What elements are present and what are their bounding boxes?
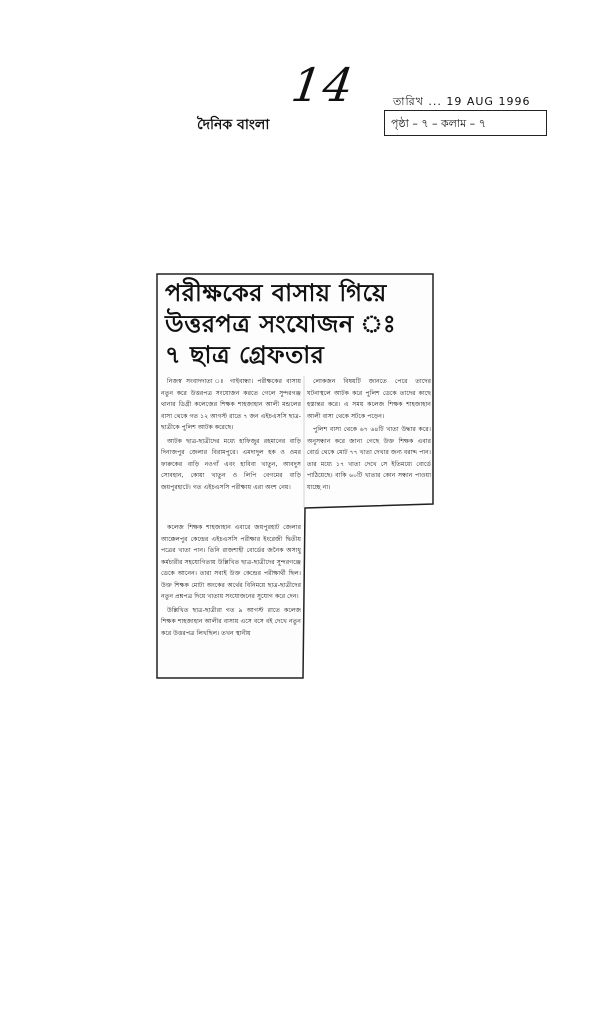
headline [165, 278, 433, 371]
newspaper-clipping [155, 272, 435, 680]
newspaper-name: দৈনিক বাংলা [197, 117, 270, 133]
page-column-stamp: পৃষ্ঠা – ৭ – কলাম – ৭ [384, 110, 547, 136]
article-paragraph: পুলিশ বাসা থেকে ৬৭ ৬৪টি খাতা উদ্ধার করে। অনুসন্ধান করে জানা গেছে উক্ত শিক্ষক এবার বোর্ড থেকে মোট ৭৭ খাতা দেখার জন্য বরাদ্দ পান। তার মধ্যে ১৭ খাতা দেখে সে ইতিমধ্যে বোর্ডে পাঠিয়েছে। বাকি ৬০টি খাতার কোন সন্ধান পাওয়া যাচ্ছে না। [307, 426, 431, 491]
article-paragraph: উল্লিখিত ছাত্র-ছাত্রীরা গত ৯ আগস্ট রাতে কলেজ শিক্ষক শাহজাহান আলীর বাসায় এসে বসে বই দেখে নতুন করে উত্তরপত্র লিখছিল। তখন স্থানীয় [161, 606, 301, 637]
article-paragraph: নিজস্ব সংবাদদাতা ঃ গাইবান্ধা। পরীক্ষকের বাসায় নতুন করে উত্তরপত্র সংযোজন করতে গেলে সুন্দরগঞ্জ থানার ডিগ্রী কলেজের শিক্ষক শাহজাহান আলী মন্ডলের বাসা থেকে গত ১২ আগস্ট রাতে ৭ জন এইচএসসি ছাত্র-ছাত্রীকে পুলিশ আটক করেছে। [161, 378, 301, 431]
article-column-left [161, 376, 301, 495]
date-label: তারিখ [393, 95, 424, 108]
headline-line-2: উত্তরপত্র সংযোজন ঃ [165, 310, 397, 338]
article-column-bottom [161, 522, 301, 641]
page-label: পৃষ্ঠা [391, 117, 409, 130]
article-paragraph: আটক ছাত্র-ছাত্রীদের মধ্যে হাফিজুর রহমানের বাড়ি দিনাজপুর জেলার বিরামপুরে। এমদাদুল হক ও ওমর ফারুকের বাড়ি নওগাঁ এবং হাবিবা খাতুন, আবদুস সোবহান, কোয়া খাতুন ও লিপি বেগমের বাড়ি জয়পুরহাটে। গত এইচএসসি পরীক্ষায় এরা অংশ নেয়। [161, 437, 301, 491]
page-value: ৭ [421, 117, 429, 130]
date-value: 19 AUG 1996 [446, 95, 531, 108]
headline-line-1: পরীক্ষকের বাসায় গিয়ে [165, 279, 387, 307]
article-column-right [307, 376, 431, 495]
date-stamp: তারিখ ... 19 AUG 1996 [393, 95, 531, 108]
column-value: ৭ [478, 117, 486, 130]
article-paragraph: লোকজন বিষয়টি জানতে পেরে তাদের ঘটনাস্থলে আটক করে পুলিশ ডেকে তাদের কাছে হস্তান্তর করে। এ সময় কলেজ শিক্ষক শাহজাহান আলী বাসা থেকে সটকে পড়েন। [307, 378, 431, 420]
handwritten-page-number: 14 [288, 58, 359, 112]
article-paragraph: কলেজ শিক্ষক শাহজাহান এবারে জয়পুরহাট জেলার আক্কেলপুর কেন্দ্রের এইচএসসি পরীক্ষার ইংরেজী দ্বিতীয় পত্রের খাতা পান। তিনি রাজশাহী বোর্ডের জনৈক অসাধু কর্মচারীর সহযোগিতায় উল্লিখিত ছাত্র-ছাত্রীদের সুন্দরগঞ্জে ডেকে আনেন। তারা সবাই উক্ত কেন্দ্রের পরীক্ষার্থী ছিল। উক্ত শিক্ষক মোটা অংকের অর্থের বিনিময়ে ছাত্র-ছাত্রীদের নতুন প্রশ্নপত্র দিয়ে খাতায় সংযোজনের সুযোগ করে দেন। [161, 524, 301, 600]
headline-line-3: ৭ ছাত্র গ্রেফতার [165, 341, 325, 369]
column-label: কলাম [440, 117, 467, 130]
